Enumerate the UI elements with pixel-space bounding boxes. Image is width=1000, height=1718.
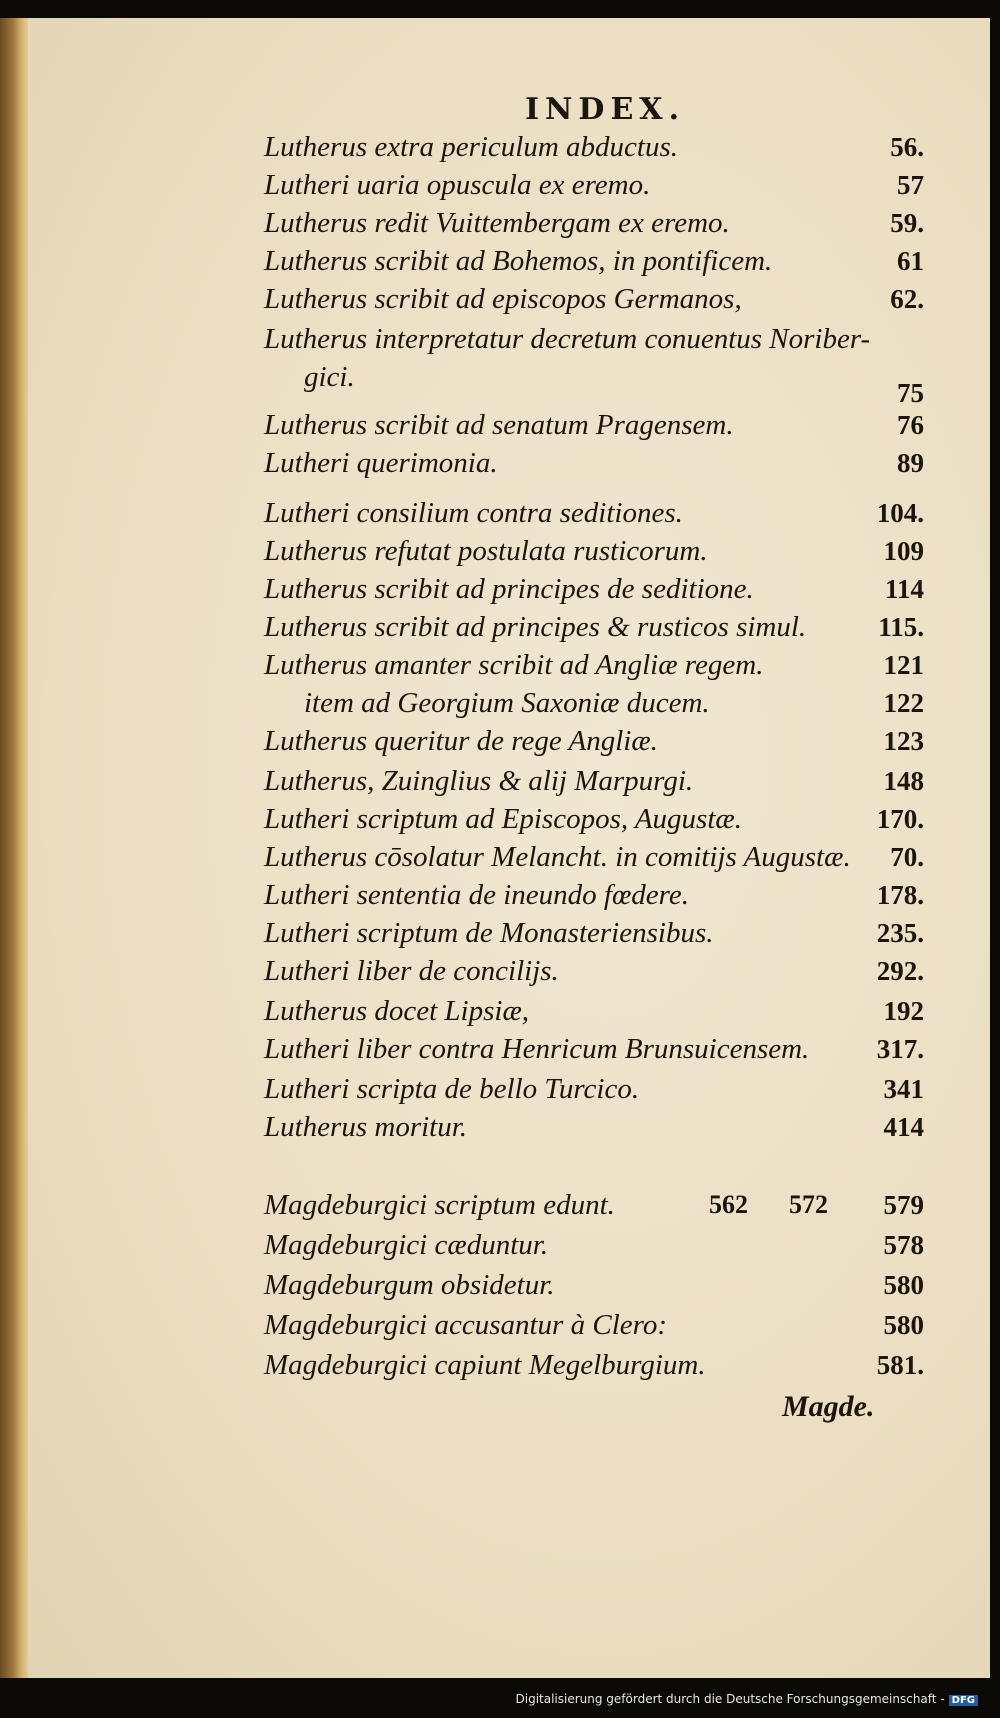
- entry-page: 178.: [876, 880, 924, 910]
- index-entry: [264, 762, 924, 800]
- entry-page: 581.: [876, 1350, 924, 1380]
- footer-credit-text: Digitalisierung gefördert durch die Deutsche Forschungsgemeinschaft -: [515, 1692, 945, 1706]
- index-entry: [264, 608, 924, 646]
- entry-text: Lutheri scriptum ad Episcopos, Augustæ.: [264, 803, 742, 835]
- entry-page: 70.: [890, 842, 924, 872]
- entry-page: 56.: [890, 132, 924, 162]
- index-entry: [264, 532, 924, 570]
- entry-text: Lutherus extra periculum abductus.: [264, 131, 679, 163]
- index-entry: [264, 242, 924, 280]
- dfg-logo: DFG: [949, 1695, 978, 1706]
- index-entry: [264, 1030, 924, 1068]
- entry-text: Lutheri uaria opuscula ex eremo.: [264, 169, 651, 201]
- entry-text: Lutherus scribit ad principes de seditione.: [264, 573, 754, 605]
- index-entry: [264, 1186, 924, 1224]
- index-entry: [264, 280, 924, 318]
- entry-page: 123: [883, 726, 924, 756]
- entry-page: 109: [883, 536, 924, 566]
- entry-text: Magdeburgici scriptum edunt.: [264, 1189, 615, 1221]
- entry-text: Lutherus moritur.: [264, 1111, 468, 1143]
- index-entry: [264, 444, 924, 482]
- index-entry: [264, 1108, 924, 1146]
- entry-page: 148: [883, 766, 924, 796]
- index-entry: [264, 1070, 924, 1108]
- entry-text: Lutherus scribit ad principes & rusticos simul.: [264, 611, 807, 643]
- entry-text: Lutherus queritur de rege Angliæ.: [264, 725, 658, 757]
- index-entry: [264, 494, 924, 532]
- entry-page: 114: [884, 574, 924, 604]
- entry-page: 192: [883, 996, 924, 1026]
- entry-page: 292.: [876, 956, 924, 986]
- entry-page: 122: [883, 688, 924, 718]
- entry-page: 170.: [876, 804, 924, 834]
- entry-page: 235.: [876, 918, 924, 948]
- entry-text: Magdeburgici cæduntur.: [264, 1229, 549, 1261]
- index-entry: [264, 1346, 924, 1384]
- entry-page: 59.: [890, 208, 924, 238]
- entry-page: 75: [897, 378, 924, 408]
- entry-text: Magdeburgici accusantur à Clero:: [264, 1309, 667, 1341]
- entry-page: 580: [883, 1270, 924, 1300]
- entry-page: 89: [897, 448, 924, 478]
- entry-page: 414: [883, 1112, 924, 1142]
- entry-text: Lutherus redit Vuittembergam ex eremo.: [264, 207, 730, 239]
- entry-text: Lutheri scripta de bello Turcico.: [264, 1073, 640, 1105]
- entry-text: Lutheri sententia de ineundo fœdere.: [264, 879, 690, 911]
- index-entry: [264, 952, 924, 990]
- entry-text: Lutheri querimonia.: [264, 447, 498, 479]
- entry-text: Lutherus docet Lipsiæ,: [264, 995, 530, 1027]
- footer-credit: [516, 1692, 979, 1706]
- entry-page: 57: [897, 170, 924, 200]
- index-entry: [264, 646, 924, 684]
- entry-page: 579: [883, 1190, 924, 1220]
- entry-text: Lutheri liber de concilijs.: [264, 955, 559, 987]
- catchword: Magde.: [782, 1390, 875, 1423]
- index-entry: [264, 1266, 924, 1304]
- entry-text: Lutheri liber contra Henricum Brunsuicensem.: [264, 1033, 810, 1065]
- entry-text: Lutherus scribit ad episcopos Germanos,: [264, 283, 742, 315]
- index-entry: [264, 914, 924, 952]
- page-title: INDEX.: [524, 92, 686, 127]
- entry-page: 580: [883, 1310, 924, 1340]
- entry-text: Lutherus scribit ad senatum Pragensem.: [264, 409, 734, 441]
- index-entry: [264, 876, 924, 914]
- entry-extra-page: 562: [709, 1190, 748, 1219]
- index-entry: [264, 128, 924, 166]
- index-entry: [264, 992, 924, 1030]
- index-entry: [264, 320, 924, 358]
- entry-text: Lutherus, Zuinglius & alij Marpurgi.: [264, 765, 694, 797]
- entry-text: item ad Georgium Saxoniæ ducem.: [304, 687, 710, 719]
- entry-page: 104.: [876, 498, 924, 528]
- index-entry: [264, 406, 924, 444]
- footer-bar: [0, 1680, 1000, 1718]
- entry-page: 341: [883, 1074, 924, 1104]
- entry-text: Lutherus cōsolatur Melancht. in comitijs Augustæ.: [264, 841, 851, 873]
- entry-text: Lutheri consilium contra seditiones.: [264, 497, 683, 529]
- entry-page: 76: [897, 410, 924, 440]
- entry-extra-page: 572: [789, 1190, 828, 1219]
- index-entry: [264, 838, 924, 876]
- index-entry: [264, 1226, 924, 1264]
- index-entry: [264, 166, 924, 204]
- entry-text: Magdeburgum obsidetur.: [264, 1269, 555, 1301]
- entry-page: 115.: [878, 612, 924, 642]
- index-entry-continuation: [304, 358, 924, 408]
- entry-text: Lutheri scriptum de Monasteriensibus.: [264, 917, 714, 949]
- entry-page: 62.: [890, 284, 924, 314]
- entry-text: Lutherus scribit ad Bohemos, in pontificem.: [264, 245, 773, 277]
- entry-page: 61: [897, 246, 924, 276]
- entry-page: 317.: [876, 1034, 924, 1064]
- entry-text: Magdeburgici capiunt Megelburgium.: [264, 1349, 706, 1381]
- entry-text: Lutherus interpretatur decretum conuentus Noriber-: [264, 323, 871, 355]
- entry-text: Lutherus refutat postulata rusticorum.: [264, 535, 708, 567]
- index-entry: [264, 1306, 924, 1344]
- entry-page: 578: [883, 1230, 924, 1260]
- index-entry: [264, 204, 924, 242]
- entry-text: Lutherus amanter scribit ad Angliæ regem.: [264, 649, 764, 681]
- index-entry: [264, 800, 924, 838]
- entry-page: 121: [883, 650, 924, 680]
- index-entry: [264, 570, 924, 608]
- index-entry: [264, 722, 924, 760]
- entry-text: gici.: [304, 361, 355, 393]
- index-entry-indented: [304, 684, 924, 722]
